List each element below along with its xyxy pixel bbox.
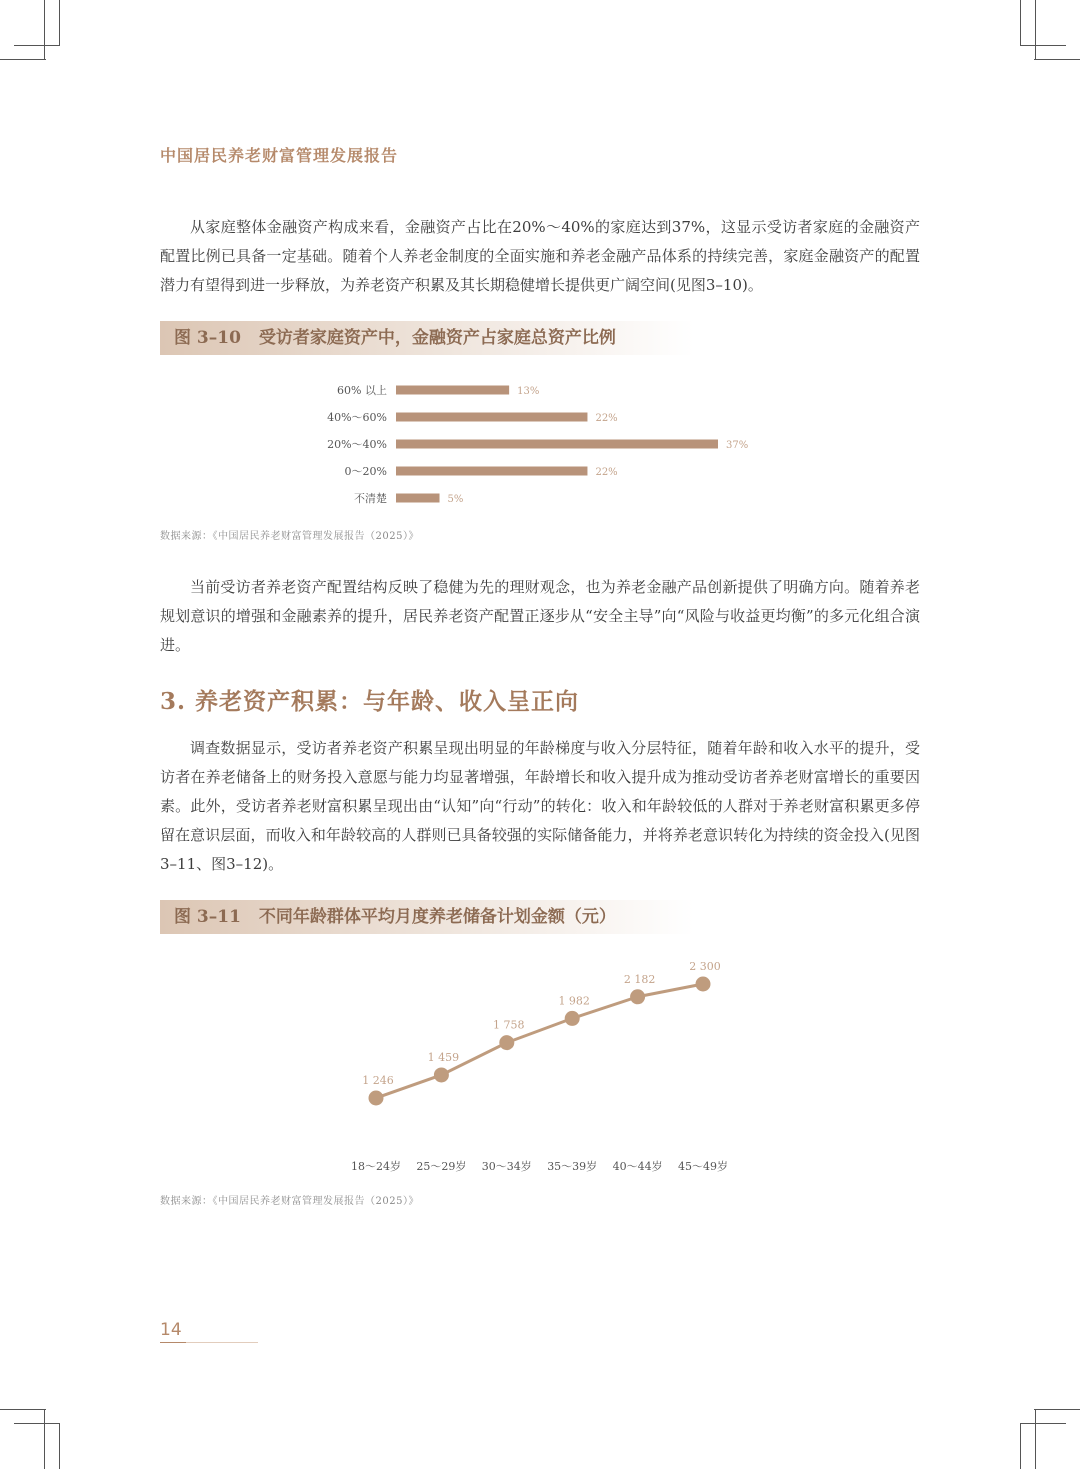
x-tick-label: 35～39岁	[547, 1160, 598, 1173]
line-chart	[330, 950, 770, 1180]
bar-category-label: 40%～60%	[327, 411, 387, 424]
figure-title-bar	[160, 900, 694, 934]
x-tick-label: 45～49岁	[678, 1160, 728, 1173]
crop-mark	[1020, 0, 1021, 46]
running-header: 中国居民养老财富管理发展报告	[160, 146, 399, 165]
crop-mark	[1035, 0, 1036, 60]
data-source: 数据来源：《中国居民养老财富管理发展报告（2025）》	[160, 531, 419, 542]
crop-mark	[1020, 1423, 1021, 1469]
crop-mark	[44, 0, 45, 60]
x-tick-label: 40～44岁	[612, 1160, 663, 1173]
figure-title-bar	[160, 321, 694, 355]
bar-value-label: 37%	[726, 440, 749, 451]
crop-mark	[59, 1423, 60, 1469]
crop-mark	[1035, 1409, 1036, 1469]
body-paragraph: 调查数据显示，受访者养老资产积累呈现出明显的年龄梯度与收入分层特征，随着年龄和收入水平的提升，受访者在养老储备上的财务投入意愿与能力均显著增强，年龄增长和收入提升成为推动受访者养老财富增长的重要因素。此外，受访者养老财富积累呈现出由“认知”向“行动”的转化：收入和年龄较低的人群对于养老财富积累更多停留在意识层面，而收入和年龄较高的人群则已具备较强的实际储备能力，并将养老意识转化为持续的资金投入(见图3–11、图3–12)。	[160, 739, 920, 873]
data-point	[696, 977, 711, 992]
series-line	[376, 984, 703, 1098]
bar-category-label: 不清楚	[354, 492, 387, 505]
bar-chart	[300, 376, 800, 512]
data-point	[499, 1035, 514, 1050]
bar	[396, 494, 440, 503]
page-number: 14	[160, 1320, 182, 1340]
data-value-label: 1 246	[362, 1074, 394, 1087]
data-source: 数据来源：《中国居民养老财富管理发展报告（2025）》	[160, 1196, 419, 1207]
data-value-label: 1 459	[427, 1050, 460, 1064]
bar-value-label: 13%	[517, 386, 540, 397]
figure-title: 不同年龄群体平均月度养老储备计划金额（元）	[258, 907, 616, 927]
body-paragraph: 从家庭整体金融资产构成来看，金融资产占比在20%～40%的家庭达到37%，这显示受访者家庭的金融资产配置比例已具备一定基础。随着个人养老金制度的全面实施和养老金融产品体系的持续完善，家庭金融资产的配置潜力有望得到进一步释放，为养老资产积累及其长期稳健增长提供更广阔空间(见图3–10)。	[160, 218, 920, 294]
data-value-label: 2 182	[623, 972, 656, 986]
bar	[396, 467, 587, 476]
bar-category-label: 20%～40%	[327, 438, 387, 451]
data-value-label: 1 982	[558, 994, 590, 1008]
crop-mark	[44, 1409, 45, 1469]
bar	[396, 440, 718, 449]
crop-mark	[1020, 45, 1066, 46]
bar-category-label: 0～20%	[344, 465, 387, 478]
crop-mark	[59, 0, 60, 46]
page-number-rule-accent	[160, 1342, 186, 1343]
figure-number: 图 3–11	[174, 907, 241, 927]
data-point	[434, 1067, 449, 1082]
bar-value-label: 22%	[595, 467, 618, 478]
data-point	[630, 989, 645, 1004]
crop-mark	[14, 1423, 60, 1424]
data-value-label: 2 300	[689, 960, 721, 973]
data-point	[369, 1091, 384, 1106]
figure-number: 图 3–10	[174, 328, 241, 348]
x-tick-label: 18～24岁	[351, 1160, 401, 1173]
bar-category-label: 60% 以上	[337, 384, 387, 397]
figure-title: 受访者家庭资产中，金融资产占家庭总资产比例	[258, 328, 616, 348]
crop-mark	[14, 45, 60, 46]
bar	[396, 413, 587, 422]
x-tick-label: 30～34岁	[481, 1160, 532, 1173]
crop-mark	[0, 1409, 46, 1410]
crop-mark	[1020, 1423, 1066, 1424]
x-tick-label: 25～29岁	[416, 1160, 467, 1173]
crop-mark	[1034, 59, 1080, 60]
crop-mark	[0, 59, 46, 60]
body-paragraph: 当前受访者养老资产配置结构反映了稳健为先的理财观念，也为养老金融产品创新提供了明确方向。随着养老规划意识的增强和金融素养的提升，居民养老资产配置正逐步从“安全主导”向“风险与收益更均衡”的多元化组合演进。	[160, 578, 920, 654]
data-value-label: 1 758	[493, 1018, 525, 1032]
crop-mark	[1034, 1409, 1080, 1410]
bar	[396, 386, 509, 395]
section-heading: 3. 养老资产积累：与年龄、收入呈正向	[160, 688, 580, 715]
bar-value-label: 5%	[447, 494, 464, 505]
bar-value-label: 22%	[595, 413, 618, 424]
data-point	[565, 1011, 580, 1026]
